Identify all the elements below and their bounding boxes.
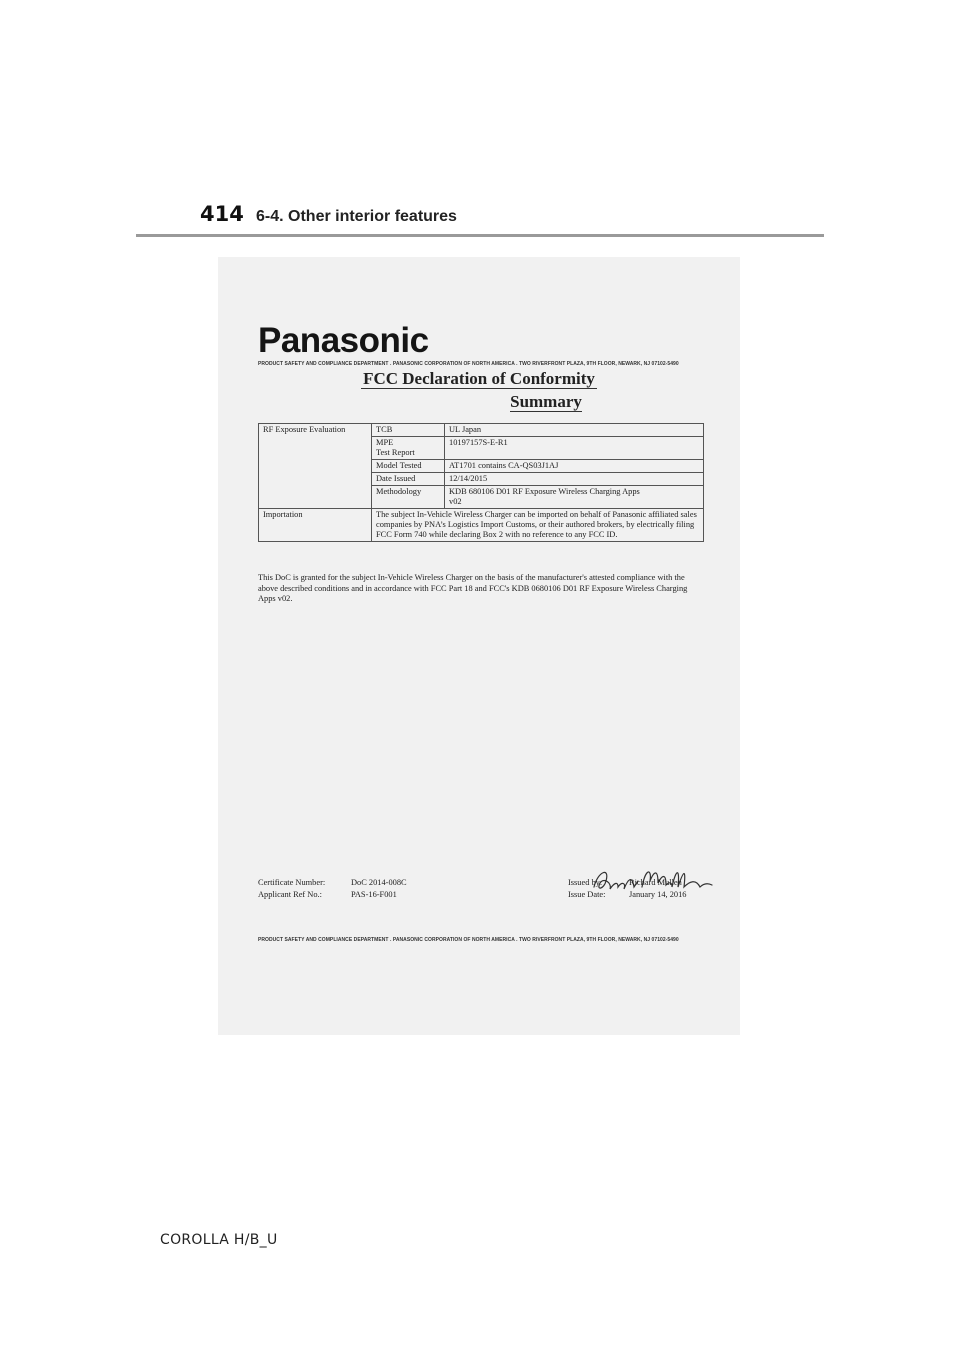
panasonic-logo: Panasonic	[258, 321, 429, 360]
rf-exposure-label: RF Exposure Evaluation	[259, 424, 372, 509]
importation-text: The subject In-Vehicle Wireless Charger can be imported on behalf of Panasonic affiliated sales companies by PNA’s Logistics Import Customs, or their authored brokers, by electrically filing FCC Form 740 while declaring Box 2 with no reference to any FCC ID.	[372, 509, 704, 542]
applicant-ref: PAS-16-F001	[351, 890, 397, 899]
department-line-bottom: PRODUCT SAFETY AND COMPLIANCE DEPARTMENT . PANASONIC CORPORATION OF NORTH AMERICA . TWO RIVERFRONT PLAZA, 9TH FLOOR, NEWARK, NJ 07102-5490	[258, 937, 679, 943]
table-field: Methodology	[372, 486, 445, 509]
certificate-number-label: Certificate Number:	[258, 878, 326, 887]
table-field: MPE Test Report	[372, 437, 445, 460]
applicant-ref-label: Applicant Ref No.:	[258, 890, 322, 899]
table-field: Model Tested	[372, 460, 445, 473]
header-rule	[136, 234, 824, 237]
section-title: 6-4. Other interior features	[256, 208, 457, 225]
document-title: FCC Declaration of Conformity	[363, 369, 595, 388]
page-number: 414	[200, 202, 244, 226]
table-value: 12/14/2015	[445, 473, 704, 486]
document-subtitle: Summary	[510, 392, 582, 411]
issued-by-label: Issued by:	[568, 878, 603, 887]
model-code: COROLLA H/B_U	[160, 1232, 278, 1248]
summary-table	[258, 423, 704, 542]
issue-date: January 14, 2016	[629, 890, 687, 899]
issue-date-label: Issue Date:	[568, 890, 606, 899]
table-row	[259, 509, 704, 542]
certificate-number: DoC 2014-008C	[351, 878, 407, 887]
compliance-paragraph: This DoC is granted for the subject In-Vehicle Wireless Charger on the basis of the manufacturer's attested compliance with the above described conditions and in accordance with FCC Part 18 and FCC's KDB 0680106 D01 RF Exposure Wireless Charging Apps v02.	[258, 573, 688, 603]
table-field: TCB	[372, 424, 445, 437]
table-field: Date Issued	[372, 473, 445, 486]
table-value: AT1701 contains CA-QS03J1AJ	[445, 460, 704, 473]
table-value: KDB 680106 D01 RF Exposure Wireless Charging Apps v02	[445, 486, 704, 509]
issued-by: Richard Mullen	[629, 878, 682, 887]
table-row	[259, 424, 704, 437]
table-value: 10197157S-E-R1	[445, 437, 704, 460]
department-line-top: PRODUCT SAFETY AND COMPLIANCE DEPARTMENT . PANASONIC CORPORATION OF NORTH AMERICA . TWO RIVERFRONT PLAZA, 9TH FLOOR, NEWARK, NJ 07102-5490	[258, 361, 679, 367]
table-value: UL Japan	[445, 424, 704, 437]
importation-label: Importation	[259, 509, 372, 542]
fcc-declaration-document	[218, 257, 740, 1035]
